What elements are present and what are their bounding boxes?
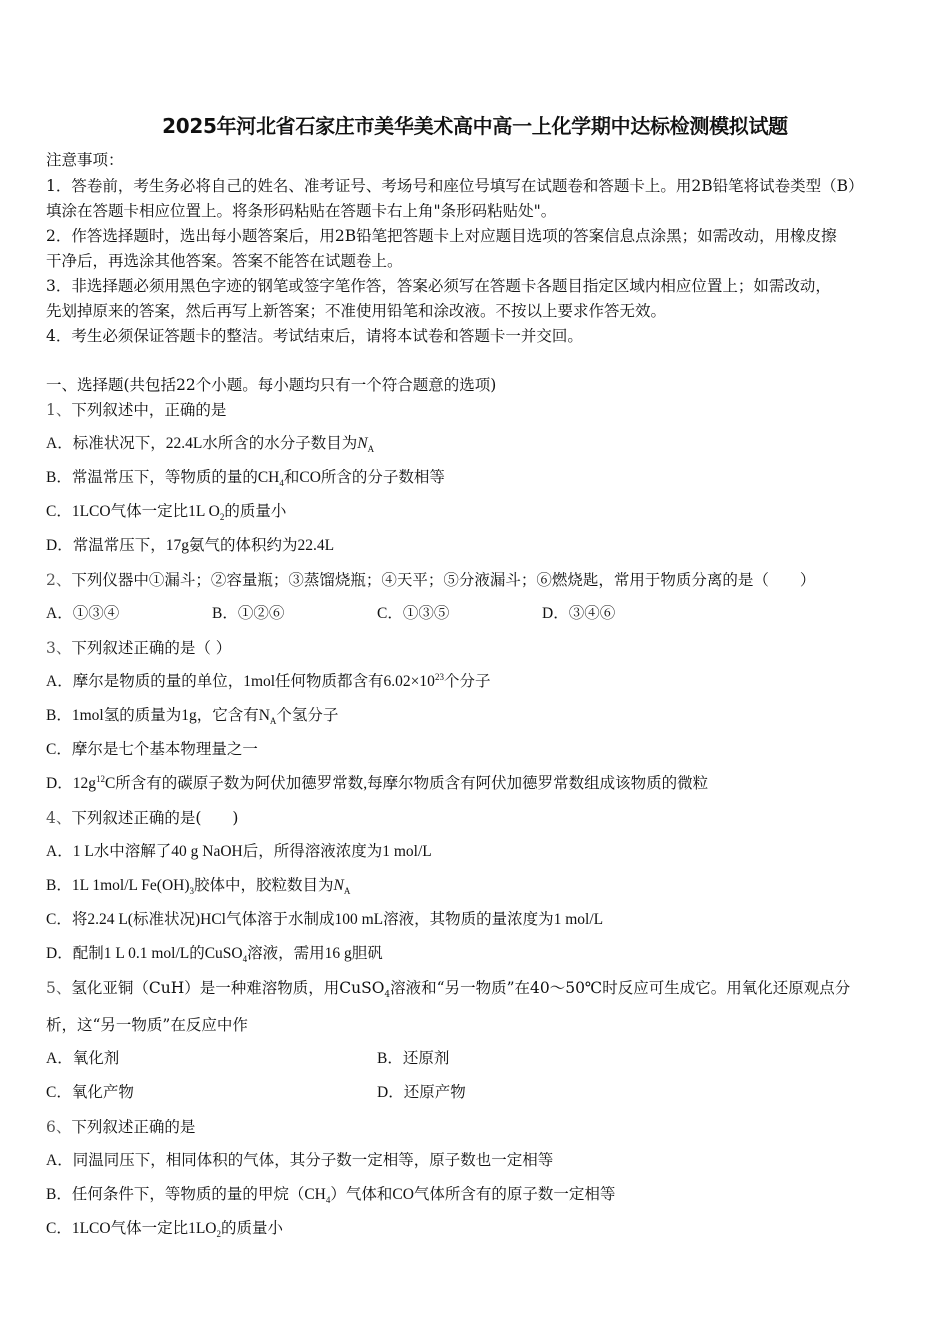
- subscript: 2: [216, 1229, 222, 1240]
- option: [46, 672, 490, 692]
- text-run: 下列叙述正确的是( ): [71, 809, 239, 827]
- question-number: 3、: [46, 639, 72, 657]
- question-stem: [46, 570, 815, 590]
- subscript: 2: [219, 512, 225, 523]
- text-run: D．常温常压下，17g氨气的体积约为22.4L: [46, 537, 335, 554]
- option: [46, 876, 350, 896]
- text-run: 下列仪器中①漏斗；②容量瓶；③蒸馏烧瓶；④天平；⑤分液漏斗；⑥燃烧匙，常用于物质分离的是（ ）: [71, 571, 816, 589]
- option: [46, 740, 258, 760]
- option: [46, 536, 334, 556]
- notice-item: [46, 276, 831, 296]
- text-run: A．摩尔是物质的量的单位，1mol任何物质都含有6.02×10: [46, 673, 435, 690]
- notice-heading: [46, 150, 124, 170]
- option: [542, 604, 615, 624]
- text-run: C．1LCO气体一定比1L O: [46, 503, 220, 520]
- option: [46, 774, 708, 794]
- notice-item: [46, 226, 837, 246]
- question-stem: [46, 1015, 248, 1035]
- text-run: C．①③⑤: [377, 605, 450, 622]
- text-run: C．氧化产物: [46, 1084, 134, 1101]
- text-run: 注意事项：: [46, 151, 124, 169]
- question-stem: [46, 808, 238, 828]
- option: [46, 502, 286, 522]
- section-heading: [46, 375, 496, 395]
- option: [46, 434, 374, 454]
- question-number: 4、: [46, 809, 72, 827]
- text-run: 4．考生必须保证答题卡的整洁。考试结束后，请将本试卷和答题卡一并交回。: [46, 327, 583, 345]
- option: [377, 604, 449, 624]
- option: [212, 604, 284, 624]
- option: [46, 842, 432, 862]
- option: [46, 1151, 553, 1171]
- notice-item: [46, 176, 864, 196]
- notice-item: [46, 251, 403, 271]
- text-run: D．配制1 L 0.1 mol/L的CuSO: [46, 945, 243, 962]
- text-run: A．氧化剂: [46, 1050, 120, 1067]
- option: [46, 910, 603, 930]
- text-run: C．1LCO气体一定比1LO: [46, 1220, 217, 1237]
- text-run: 一、选择题(共包括22个小题。每小题均只有一个符合题意的选项): [46, 376, 497, 394]
- text-run: B．1mol氢的质量为1g，它含有N: [46, 707, 270, 724]
- question-stem: [46, 1117, 195, 1137]
- text-run: 溶液，需用16 g胆矾: [247, 945, 383, 962]
- option: [377, 1049, 449, 1069]
- text-run: A．①③④: [46, 605, 120, 622]
- question-stem: [46, 638, 231, 658]
- text-run: C所含有的碳原子数为阿伏加德罗常数,每摩尔物质含有阿伏加德罗常数组成该物质的微粒: [104, 775, 709, 792]
- notice-item: [46, 326, 583, 346]
- text-run: 和CO所含的分子数相等: [283, 469, 445, 486]
- text-run: 下列叙述正确的是: [71, 1118, 196, 1136]
- option: [46, 468, 445, 488]
- text-run: N: [333, 877, 344, 894]
- subscript: A: [343, 886, 351, 897]
- text-run: 的质量小: [221, 1220, 284, 1237]
- text-run: 2．作答选择题时，选出每小题答案后，用2B铅笔把答题卡上对应题目选项的答案信息点涂黑；如需改动，用橡皮擦: [46, 227, 837, 245]
- text-run: D．还原产物: [377, 1084, 466, 1101]
- text-run: B．还原剂: [377, 1050, 450, 1067]
- text-run: D．12g: [46, 775, 96, 792]
- notice-item: [46, 301, 666, 321]
- subscript: 4: [242, 954, 248, 965]
- text-run: 氢化亚铜（CuH）是一种难溶物质，用CuSO: [71, 979, 385, 997]
- text-run: C．摩尔是七个基本物理量之一: [46, 741, 258, 758]
- text-run: 先划掉原来的答案，然后再写上新答案；不准使用铅笔和涂改液。不按以上要求作答无效。: [46, 302, 667, 320]
- notice-item: [46, 201, 556, 221]
- text-run: B．①②⑥: [212, 605, 285, 622]
- subscript: 3: [189, 886, 195, 897]
- text-run: 干净后，再选涂其他答案。答案不能答在试题卷上。: [46, 252, 403, 270]
- option: [46, 1083, 134, 1103]
- text-run: D．③④⑥: [542, 605, 616, 622]
- subscript: 4: [325, 1195, 331, 1206]
- option: [46, 604, 119, 624]
- subscript: A: [367, 444, 375, 455]
- question-number: 5、: [46, 979, 72, 997]
- option: [46, 944, 383, 964]
- text-run: B．常温常压下，等物质的量的CH: [46, 469, 280, 486]
- text-run: N: [357, 435, 368, 452]
- text-run: 溶液和“另一物质”在40～50℃时反应可生成它。用氧化还原观点分: [390, 979, 851, 997]
- question-number: 6、: [46, 1118, 72, 1136]
- question-stem: [46, 978, 851, 1001]
- text-run: 胶体中，胶粒数目为: [194, 877, 334, 894]
- option: [46, 1185, 615, 1205]
- option: [377, 1083, 466, 1103]
- text-run: 1．答卷前，考生务必将自己的姓名、准考证号、考场号和座位号填写在试题卷和答题卡上。用2B铅笔将试卷类型（B）: [46, 177, 864, 195]
- text-run: B．任何条件下，等物质的量的甲烷（CH: [46, 1186, 326, 1203]
- text-run: 析，这“另一物质”在反应中作: [46, 1016, 248, 1034]
- text-run: 个氢分子: [276, 707, 339, 724]
- text-run: B．1L 1mol/L Fe(OH): [46, 877, 190, 894]
- question-stem: [46, 400, 226, 420]
- text-run: 下列叙述正确的是（ ）: [71, 639, 232, 657]
- text-run: 下列叙述中，正确的是: [71, 401, 227, 419]
- text-run: ）气体和CO气体所含有的原子数一定相等: [330, 1186, 616, 1203]
- superscript: 23: [434, 671, 444, 682]
- option: [46, 1049, 119, 1069]
- text-run: 3．非选择题必须用黑色字迹的钢笔或签字笔作答，答案必须写在答题卡各题目指定区域内相应位置上；如需改动，: [46, 277, 831, 295]
- question-number: 2、: [46, 571, 72, 589]
- subscript: A: [269, 716, 277, 727]
- text-run: 的质量小: [224, 503, 287, 520]
- text-run: A．标准状况下，22.4L水所含的水分子数目为: [46, 435, 358, 452]
- option: [46, 1219, 283, 1239]
- text-run: A．同温同压下，相同体积的气体，其分子数一定相等，原子数也一定相等: [46, 1152, 554, 1169]
- subscript: 4: [279, 478, 284, 489]
- text-run: A．1 L水中溶解了40 g NaOH后，所得溶液浓度为1 mol/L: [46, 843, 432, 860]
- page-title: 2025年河北省石家庄市美华美术高中高一上化学期中达标检测模拟试题: [162, 114, 788, 138]
- subscript: 4: [384, 990, 391, 1001]
- option: [46, 706, 338, 726]
- question-number: 1、: [46, 401, 72, 419]
- text-run: 个分子: [443, 673, 491, 690]
- text-run: C．将2.24 L(标准状况)HCl气体溶于水制成100 mL溶液，其物质的量浓度为1 mol/L: [46, 911, 604, 928]
- text-run: 填涂在答题卡相应位置上。将条形码粘贴在答题卡右上角"条形码粘贴处"。: [46, 202, 557, 220]
- superscript: 12: [95, 773, 105, 784]
